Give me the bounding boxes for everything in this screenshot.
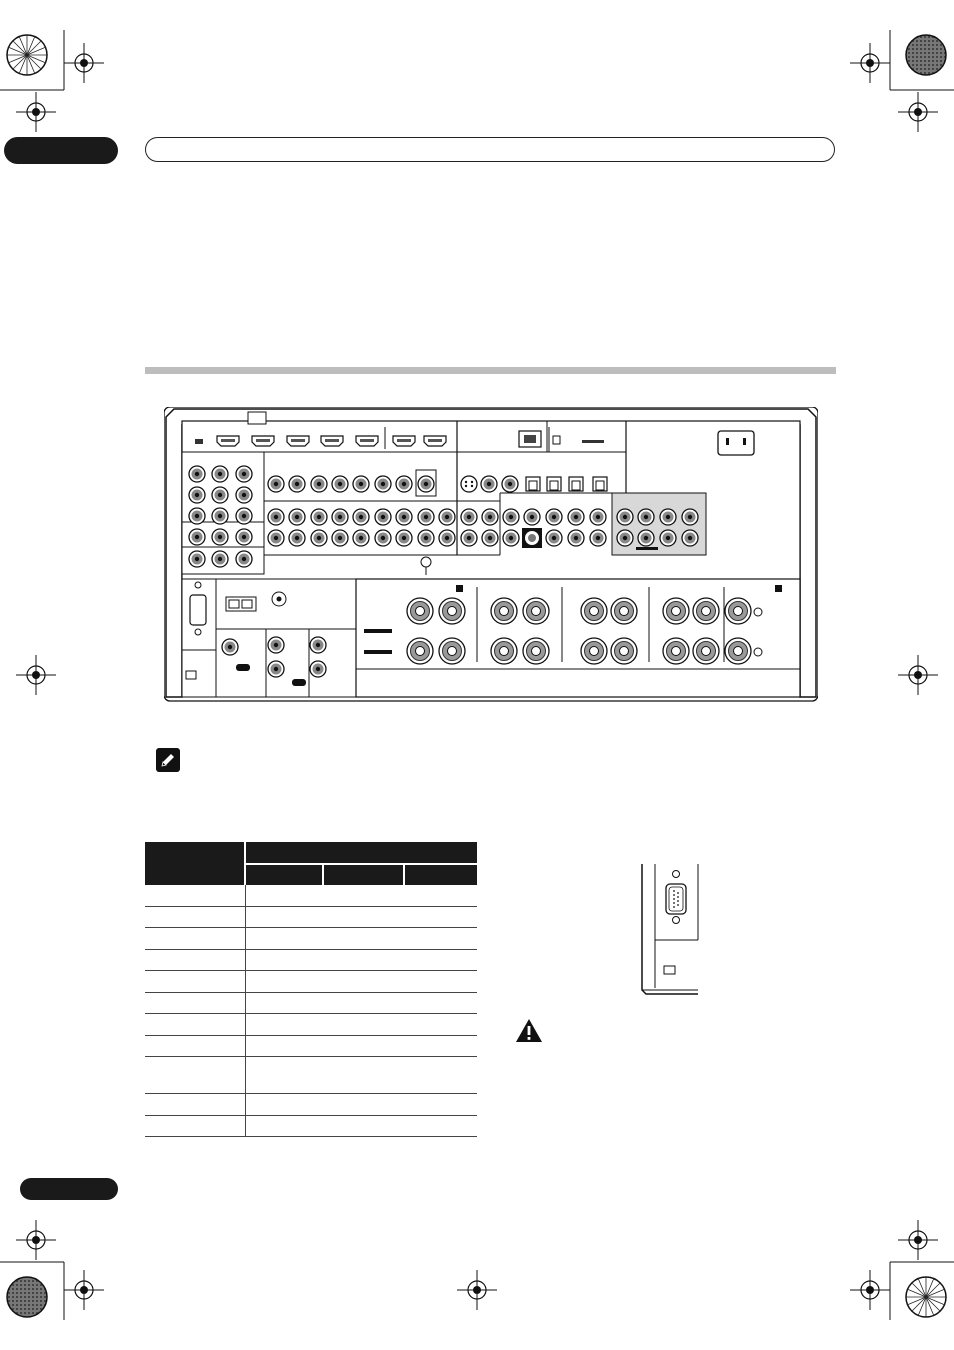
header-bar <box>145 137 835 162</box>
table-row <box>145 949 477 971</box>
spec-table-header <box>145 842 477 864</box>
spec-header-group <box>245 842 477 864</box>
section-rule <box>145 367 836 374</box>
spec-subheader-cell <box>404 864 477 885</box>
table-row <box>145 885 477 906</box>
table-row <box>145 992 477 1014</box>
table-row <box>145 1035 477 1057</box>
table-row <box>145 1057 477 1094</box>
rosette-top-right <box>906 35 946 75</box>
chapter-tab <box>4 137 118 164</box>
spec-header-cell <box>145 842 245 885</box>
page-number-tab <box>20 1178 118 1200</box>
spec-subheader-cell <box>323 864 404 885</box>
table-row <box>145 971 477 993</box>
table-row <box>145 1014 477 1036</box>
table-row <box>145 906 477 928</box>
rosette-bottom-left <box>7 1277 47 1317</box>
rs232-inset-illustration <box>640 864 700 996</box>
pencil-note-icon <box>156 748 180 772</box>
spec-table <box>145 842 477 1137</box>
table-row <box>145 1115 477 1137</box>
rear-panel-illustration <box>164 407 818 703</box>
warning-triangle-icon <box>515 1018 543 1044</box>
table-row <box>145 1094 477 1116</box>
table-row <box>145 928 477 950</box>
spec-subheader-cell <box>245 864 323 885</box>
